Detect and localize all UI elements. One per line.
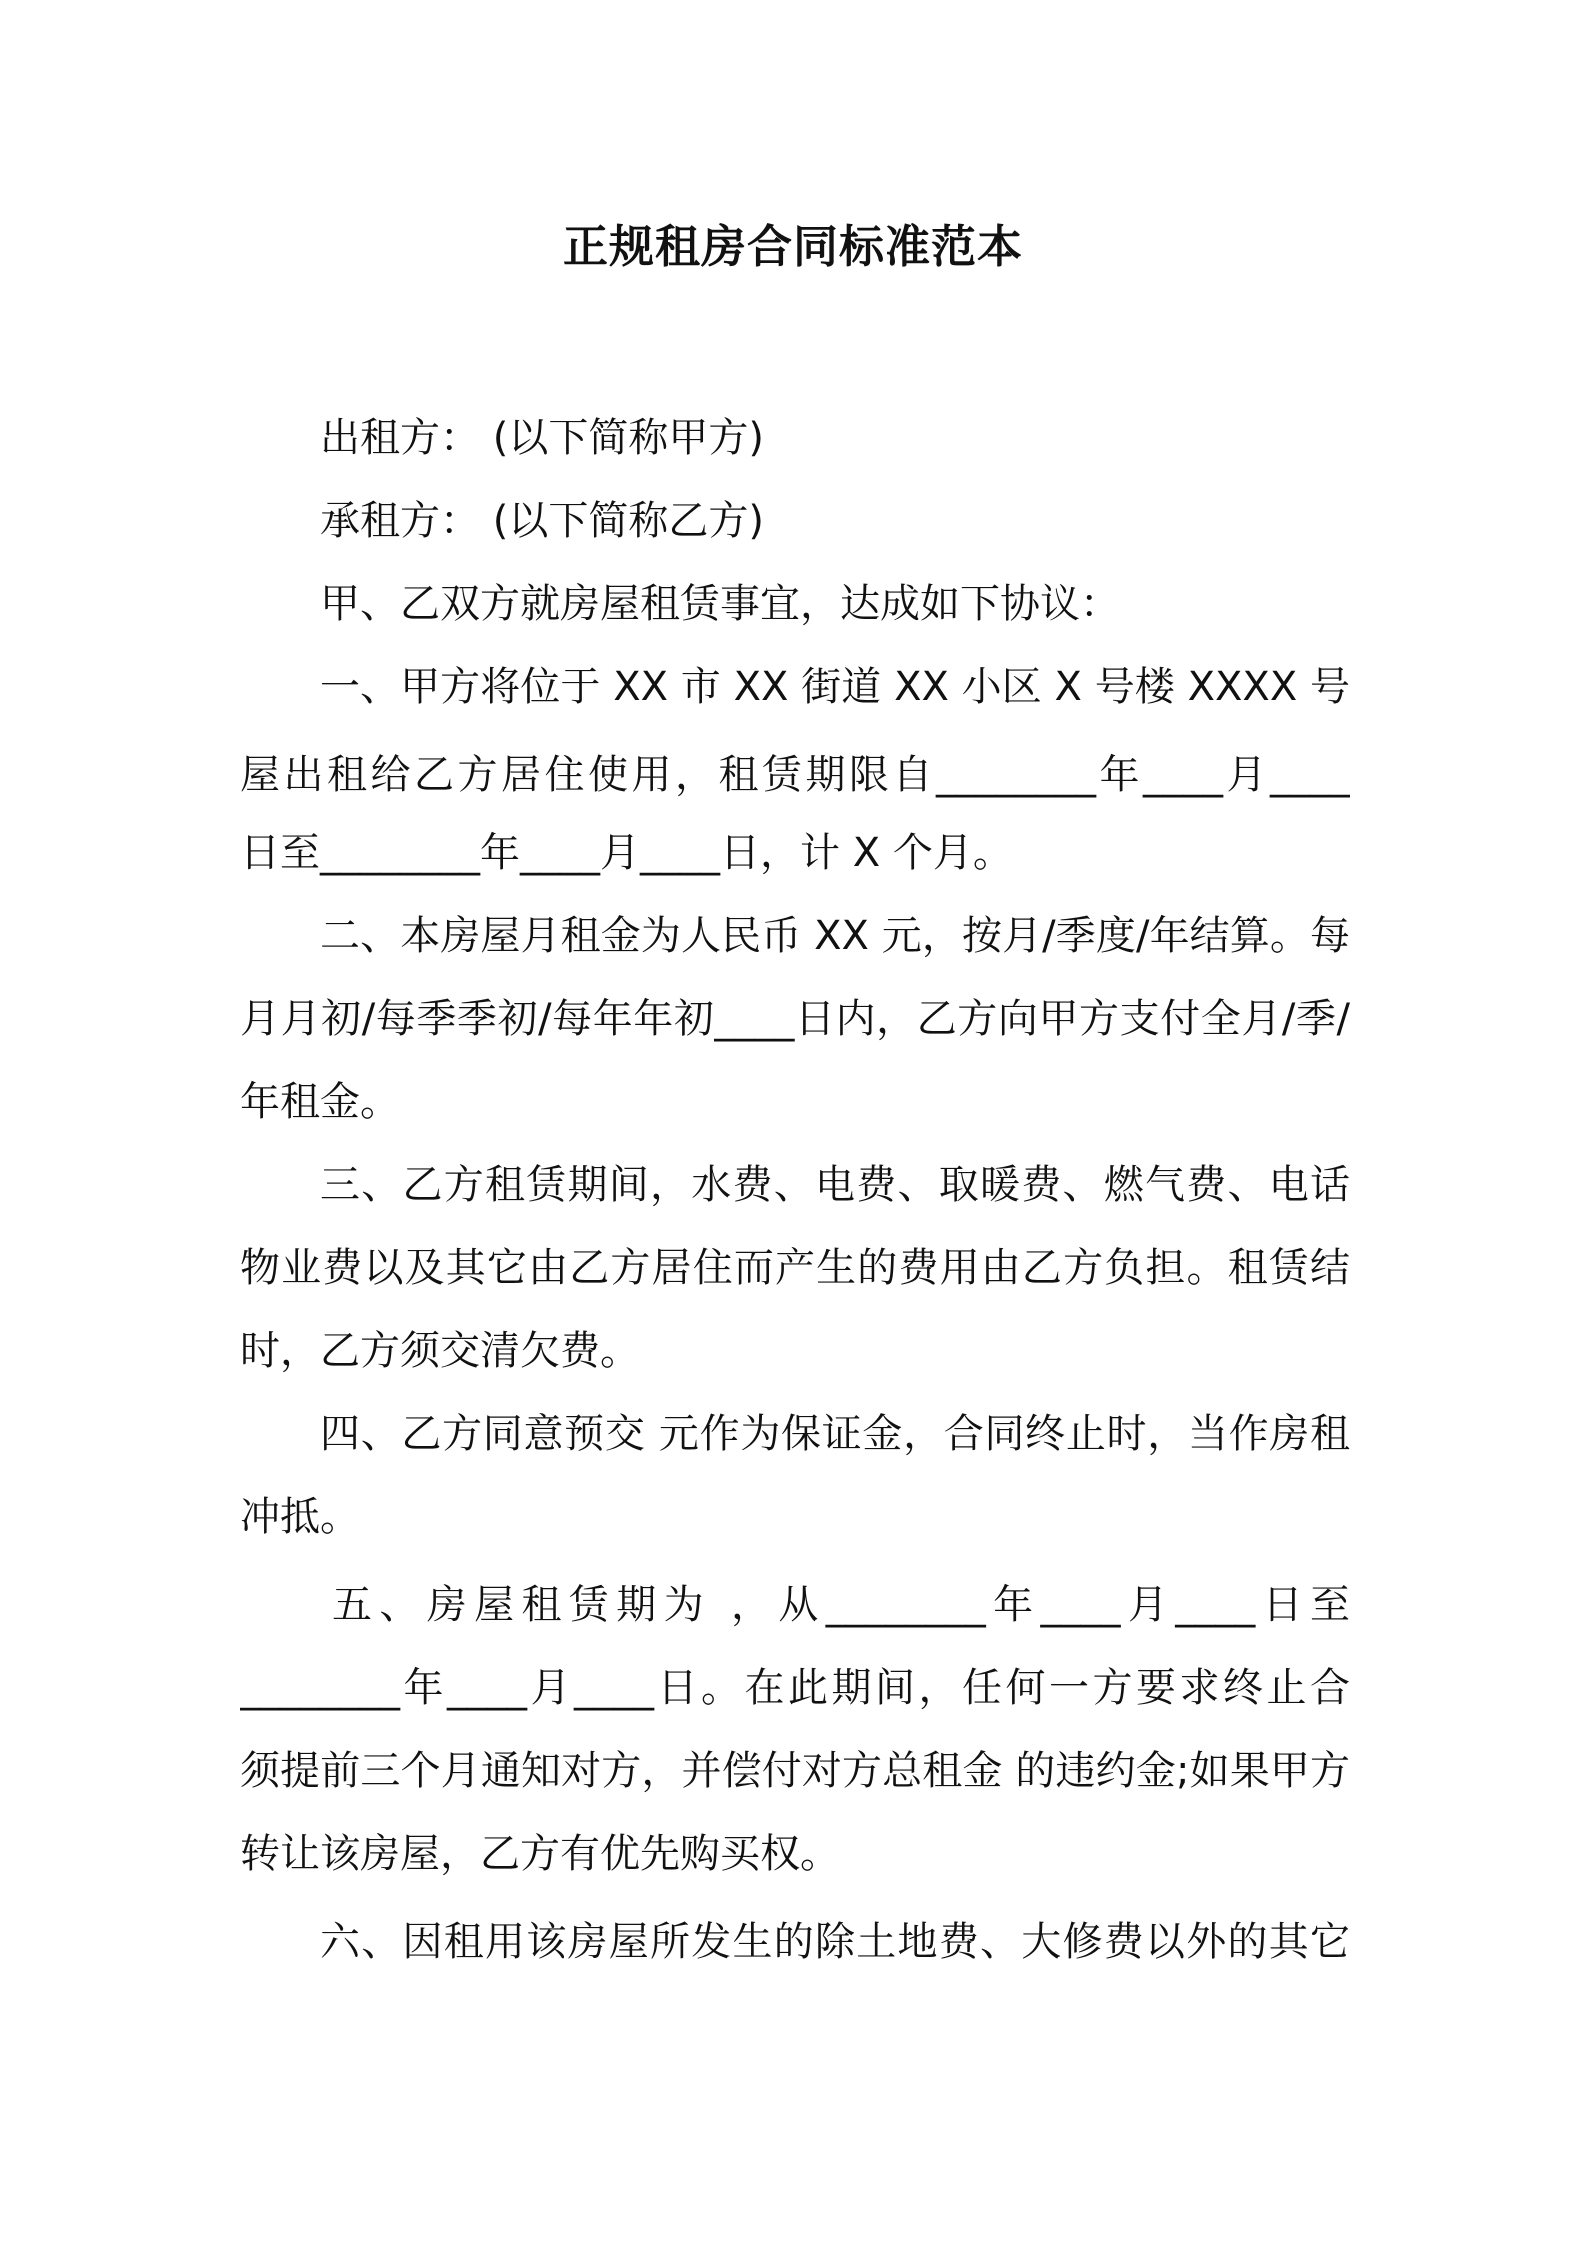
- clause-5-line-2: ________年____月____日。在此期间，任何一方要求终止合: [240, 1665, 1350, 1711]
- clause-2-line-3: 年租金。: [240, 1079, 400, 1125]
- agreement-intro: 甲、乙双方就房屋租赁事宜，达成如下协议：: [320, 581, 1120, 627]
- clause-1-line-3: 日至________年____月____日，计 X 个月。: [240, 830, 1013, 876]
- clause-2-line-2: 月月初/每季季初/每年年初____日内，乙方向甲方支付全月/季/: [240, 996, 1350, 1042]
- clause-3-line-2: 物业费以及其它由乙方居住而产生的费用由乙方负担。租赁结: [240, 1245, 1350, 1291]
- document-title: 正规租房合同标准范本: [562, 220, 1023, 273]
- lessee-line: 承租方： (以下简称乙方): [320, 498, 764, 544]
- lessor-line: 出租方： (以下简称甲方): [320, 415, 764, 461]
- clause-3-line-3: 时，乙方须交清欠费。: [240, 1328, 640, 1374]
- clause-5-line-4: 转让该房屋，乙方有优先购买权。: [240, 1831, 840, 1877]
- clause-5-line-1: 五、房屋租赁期为 ，从________年____月____日至: [332, 1582, 1350, 1628]
- clause-1-line-2: 屋出租给乙方居住使用，租赁期限自________年____月____: [240, 752, 1350, 798]
- clause-6-line-1: 六、因租用该房屋所发生的除土地费、大修费以外的其它: [320, 1919, 1350, 1965]
- clause-2-line-1: 二、本房屋月租金为人民币 XX 元，按月/季度/年结算。每: [320, 913, 1350, 959]
- clause-1-line-1: 一、甲方将位于 XX 市 XX 街道 XX 小区 X 号楼 XXXX 号: [320, 664, 1350, 710]
- clause-4-line-2: 冲抵。: [240, 1494, 360, 1540]
- clause-5-line-3: 须提前三个月通知对方，并偿付对方总租金 的违约金;如果甲方: [240, 1748, 1350, 1794]
- clause-4-line-1: 四、乙方同意预交 元作为保证金，合同终止时，当作房租: [320, 1411, 1350, 1457]
- clause-3-line-1: 三、乙方租赁期间，水费、电费、取暖费、燃气费、电话: [320, 1162, 1350, 1208]
